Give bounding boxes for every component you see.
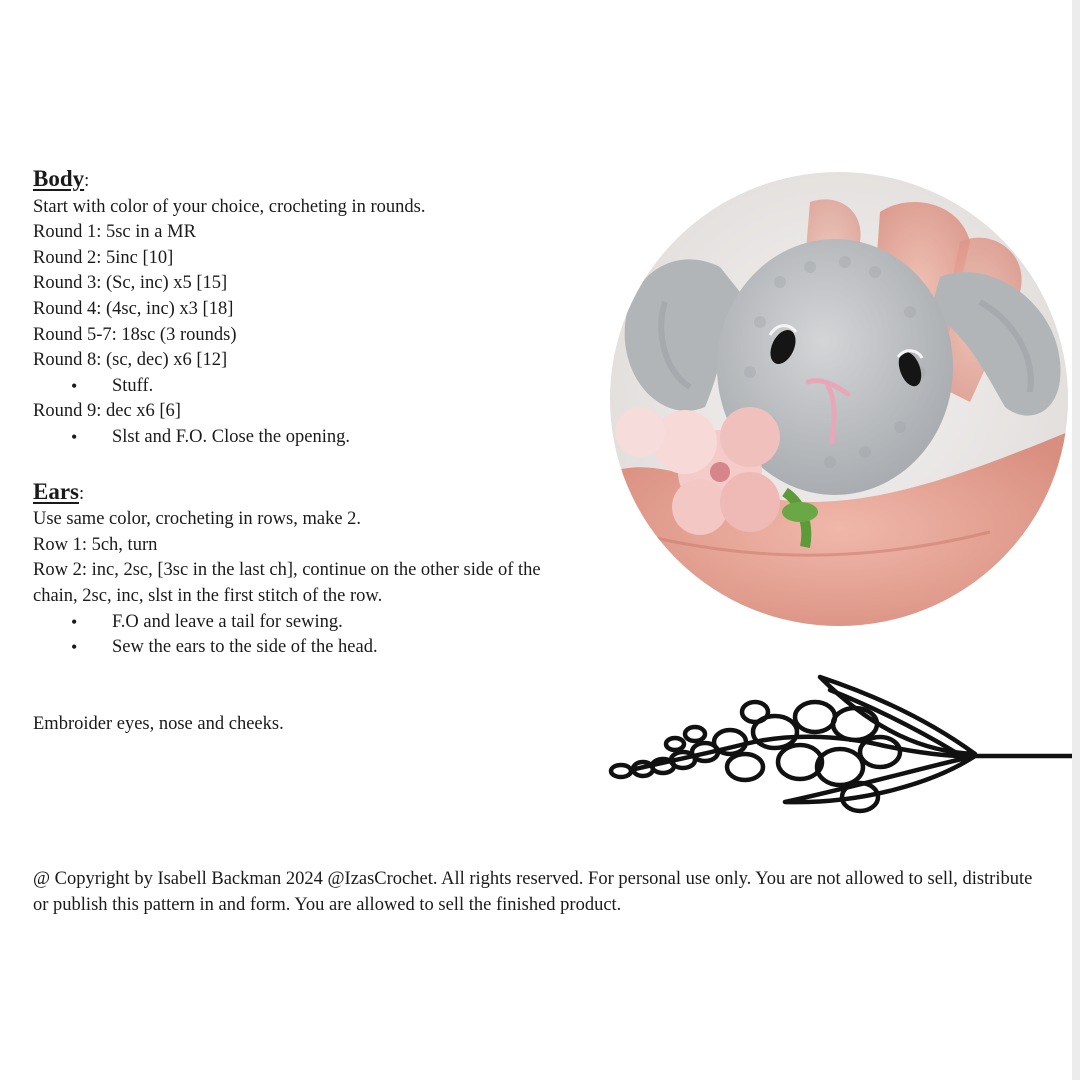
body-intro: Start with color of your choice, crocheting in rounds. [33, 196, 426, 217]
ears-heading-colon: : [79, 483, 85, 504]
bullet-tail: • F.O and leave a tail for sewing. [33, 610, 573, 636]
row-1: Row 1: 5ch, turn [33, 534, 158, 555]
body-heading-colon: : [84, 171, 90, 191]
ears-heading-line [33, 477, 573, 508]
round-8: Round 8: (sc, dec) x6 [12] [33, 350, 228, 371]
bunny-photo [610, 172, 1068, 626]
pattern-text [33, 164, 573, 661]
bullet-stuff: • Stuff. [33, 374, 573, 400]
ears-heading: Ears [33, 478, 79, 504]
floral-branch-illustration [605, 672, 1080, 824]
body-heading: Body [33, 166, 85, 191]
bullet-close: • Slst and F.O. Close the opening. [33, 425, 573, 451]
embroider-note: Embroider eyes, nose and cheeks. [33, 714, 284, 734]
round-2: Round 2: 5inc [10] [33, 247, 174, 268]
round-3: Round 3: (Sc, inc) x5 [15] [33, 273, 228, 294]
round-5-7: Round 5-7: 18sc (3 rounds) [33, 324, 237, 345]
round-1: Round 1: 5sc in a MR [33, 222, 196, 243]
ears-intro: Use same color, crocheting in rows, make 2. [33, 509, 362, 530]
round-9: Round 9: dec x6 [6] [33, 401, 181, 422]
round-4: Round 4: (4sc, inc) x3 [18] [33, 298, 234, 319]
row-2: Row 2: inc, 2sc, [3sc in the last ch], continue on the other side of the chain, 2sc, inc, slst in the first stitch of the row. [33, 560, 541, 606]
copyright-notice: @ Copyright by Isabell Backman 2024 @IzasCrochet. All rights reserved. For personal use only. You are not allowed to sell, distribute or publish this pattern in and form. You are allowed to sell the finished product. [33, 869, 1033, 915]
page-edge [1072, 0, 1080, 1080]
bullet-sew: • Sew the ears to the side of the head. [33, 635, 573, 661]
body-heading-line [33, 164, 573, 195]
